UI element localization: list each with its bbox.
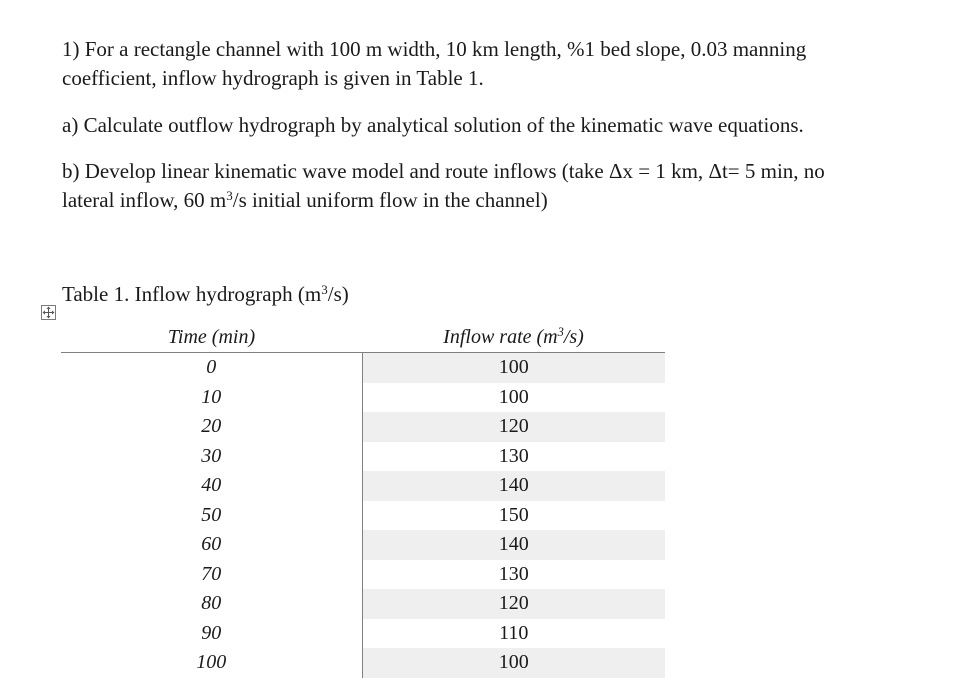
time-cell: 20	[61, 412, 362, 442]
header-inflow	[362, 322, 665, 353]
problem-line-2: coefficient, inflow hydrograph is given in Table 1.	[62, 66, 484, 90]
inflow-cell: 100	[362, 353, 665, 383]
table-row	[61, 648, 665, 678]
inflow-cell: 120	[362, 589, 665, 619]
part-b-text-2: lateral inflow, 60 m	[62, 188, 227, 212]
part-b-text-3: /s initial uniform flow in the channel)	[232, 188, 548, 212]
table-row	[61, 560, 665, 590]
time-cell: 100	[61, 648, 362, 678]
table-row	[61, 589, 665, 619]
superscript-3: 3	[226, 187, 233, 203]
header-time	[61, 322, 362, 353]
move-arrows-glyph	[42, 306, 55, 319]
inflow-cell: 100	[498, 385, 529, 408]
part-a	[62, 111, 804, 140]
table-row	[61, 530, 665, 560]
problem-line-1: 1) For a rectangle channel with 100 m width, 10 km length, %1 bed slope, 0.03 manning	[62, 37, 807, 61]
inflow-cell: 110	[499, 621, 529, 644]
table-row	[61, 442, 665, 472]
header-time-text: Time (min)	[167, 325, 256, 348]
time-cell: 80	[61, 589, 362, 619]
move-arrows-icon[interactable]	[41, 305, 56, 320]
table-row	[61, 501, 665, 531]
inflow-cell: 140	[362, 471, 665, 501]
time-cell: 10	[61, 383, 362, 413]
table-caption	[62, 280, 349, 309]
table-caption-unit: /s)	[327, 282, 349, 306]
time-cell: 30	[61, 442, 362, 472]
time-cell: 60	[61, 530, 362, 560]
header-inflow-text: Inflow rate (m	[443, 325, 558, 348]
table-row	[61, 383, 665, 413]
superscript-3: 3	[321, 281, 328, 297]
inflow-cell: 150	[498, 503, 529, 526]
time-cell: 50	[61, 501, 362, 531]
delta-symbol: Δ	[608, 159, 623, 183]
inflow-cell: 100	[362, 648, 665, 678]
table-row	[61, 412, 665, 442]
part-b-dt: t= 5 min, no	[721, 159, 825, 183]
delta-symbol: Δ	[708, 159, 722, 183]
time-cell: 90	[61, 619, 362, 649]
inflow-hydrograph-table	[61, 322, 665, 678]
inflow-cell: 120	[362, 412, 665, 442]
table-row	[61, 619, 665, 649]
superscript-3: 3	[557, 324, 564, 339]
part-b-text-1: b) Develop linear kinematic wave model and route inflows (take	[62, 159, 609, 183]
part-b	[62, 157, 825, 215]
table-header-row	[61, 322, 665, 353]
header-inflow-unit: /s)	[563, 325, 584, 348]
part-b-dx: x = 1 km,	[622, 159, 709, 183]
table-row	[61, 353, 665, 383]
inflow-cell: 130	[498, 444, 529, 467]
problem-statement	[62, 35, 806, 93]
time-cell: 70	[61, 560, 362, 590]
table-caption-text: Table 1. Inflow hydrograph (m	[62, 282, 322, 306]
inflow-cell: 130	[498, 562, 529, 585]
time-cell: 0	[61, 353, 362, 383]
part-a-text: a) Calculate outflow hydrograph by analytical solution of the kinematic wave equations.	[62, 113, 804, 137]
table-row	[61, 471, 665, 501]
inflow-cell: 140	[362, 530, 665, 560]
time-cell: 40	[61, 471, 362, 501]
